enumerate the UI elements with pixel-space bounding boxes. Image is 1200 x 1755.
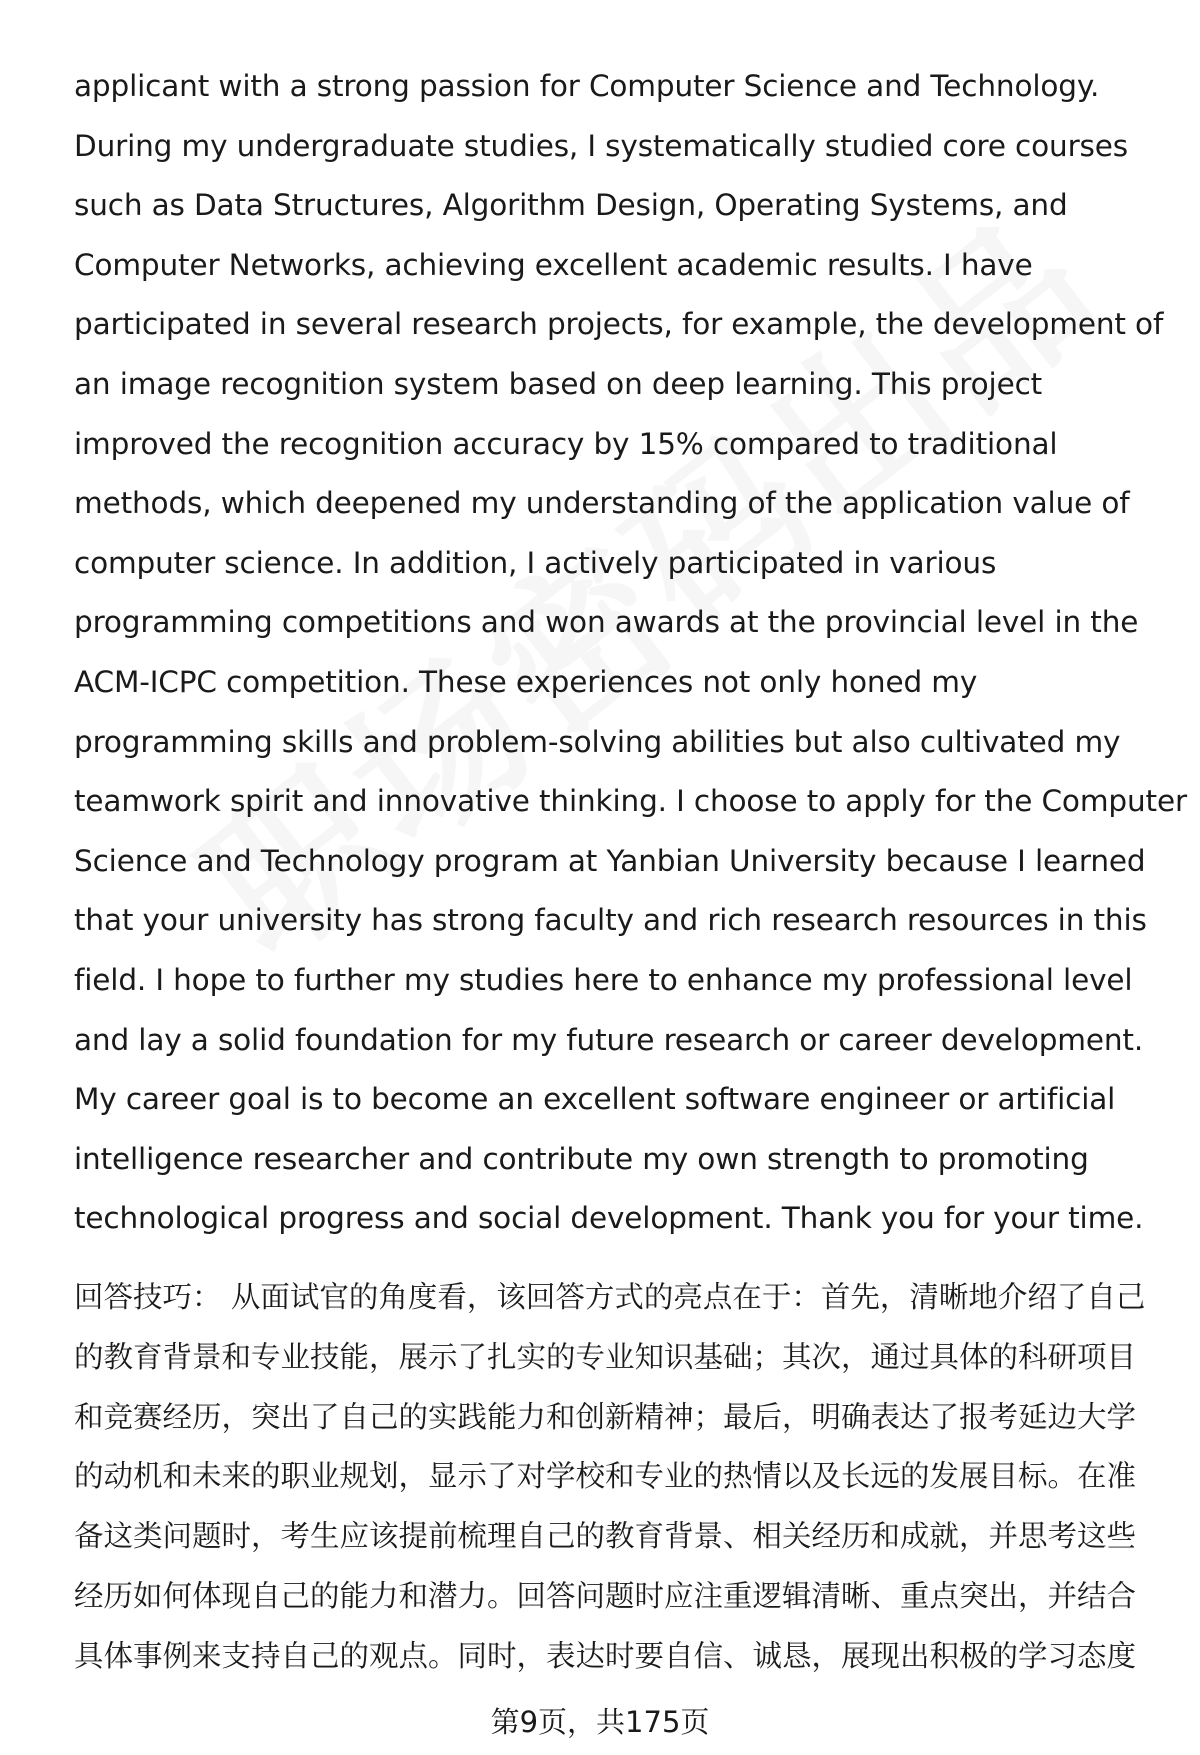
body-line: ACM-ICPC competition. These experiences not only honed my <box>74 664 978 699</box>
body-line: intelligence researcher and contribute my own strength to promoting <box>74 1141 1089 1176</box>
answer-body <box>74 57 1187 1249</box>
tips-line: 的动机和未来的职业规划，显示了对学校和专业的热情以及长远的发展目标。在准 <box>74 1459 1137 1494</box>
body-line: field. I hope to further my studies here to enhance my professional level <box>74 962 1133 997</box>
body-line: participated in several research projects, for example, the development of <box>74 307 1164 342</box>
body-line: applicant with a strong passion for Computer Science and Technology. <box>74 69 1100 103</box>
body-line: My career goal is to become an excellent software engineer or artificial <box>74 1082 1116 1117</box>
body-line: that your university has strong faculty and rich research resources in this <box>74 903 1147 938</box>
body-line: improved the recognition accuracy by 15% compared to traditional <box>74 426 1058 461</box>
body-line: programming skills and problem-solving abilities but also cultivated my <box>74 724 1121 759</box>
body-line: Science and Technology program at Yanbian University because I learned <box>74 843 1146 878</box>
body-line: an image recognition system based on deep learning. This project <box>74 366 1043 401</box>
body-line: such as Data Structures, Algorithm Design, Operating Systems, and <box>74 188 1068 223</box>
body-line: programming competitions and won awards at the provincial level in the <box>74 605 1139 640</box>
body-line: During my undergraduate studies, I systematically studied core courses <box>74 128 1128 163</box>
body-line: technological progress and social development. Thank you for your time. <box>74 1201 1144 1236</box>
tips-line: 具体事例来支持自己的观点。同时，表达时要自信、诚恳，展现出积极的学习态度 <box>74 1638 1137 1673</box>
body-line: teamwork spirit and innovative thinking. I choose to apply for the Computer <box>74 784 1187 819</box>
body-line: and lay a solid foundation for my future research or career development. <box>74 1022 1144 1057</box>
tips-line: 的教育背景和专业技能，展示了扎实的专业知识基础；其次，通过具体的科研项目 <box>74 1339 1137 1374</box>
body-line: Computer Networks, achieving excellent academic results. I have <box>74 247 1033 282</box>
body-line: methods, which deepened my understanding of the application value of <box>74 486 1130 521</box>
tips-line: 经历如何体现自己的能力和潜力。回答问题时应注重逻辑清晰、重点突出，并结合 <box>74 1578 1137 1613</box>
answer-tips <box>74 1268 1174 1687</box>
page-number: 第9页，共175页 <box>490 1705 710 1739</box>
body-line: computer science. In addition, I actively participated in various <box>74 545 997 580</box>
tips-line: 备这类问题时，考生应该提前梳理自己的教育背景、相关经历和成就，并思考这些 <box>74 1519 1137 1554</box>
tips-line: 回答技巧： 从面试官的角度看，该回答方式的亮点在于：首先，清晰地介绍了自己 <box>74 1280 1146 1314</box>
tips-line: 和竞赛经历，突出了自己的实践能力和创新精神；最后，明确表达了报考延边大学 <box>74 1399 1137 1434</box>
